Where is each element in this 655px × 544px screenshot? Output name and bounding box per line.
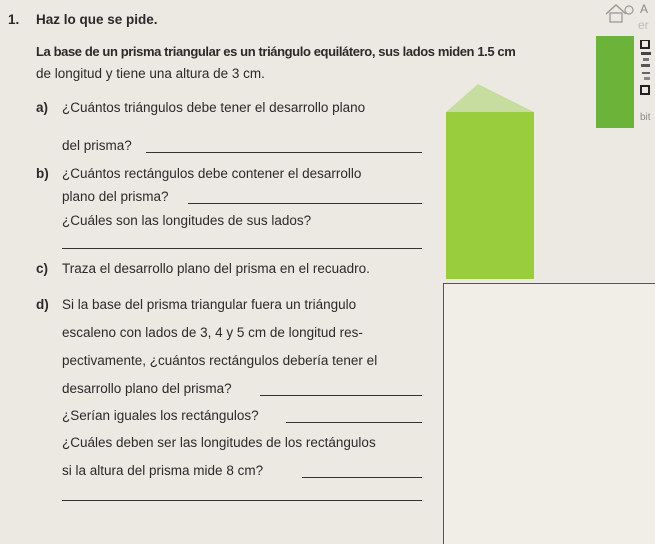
intro-line-1: La base de un prisma triangular es un triángulo equilátero, sus lados miden 1.5 cm (36, 44, 516, 59)
question-d-line5: ¿Serían iguales los rectángulos? (62, 408, 259, 423)
question-d-letter: d) (36, 297, 49, 312)
answer-line-d4[interactable] (62, 500, 422, 501)
drawing-box[interactable] (443, 283, 655, 544)
question-c-letter: c) (36, 261, 49, 276)
prism-front-face (446, 112, 534, 279)
question-d-line7: si la altura del prisma mide 8 cm? (62, 463, 264, 478)
exercise-number: 1. (8, 12, 20, 27)
margin-text-er: er (638, 18, 649, 32)
question-a-line2: del prisma? (62, 138, 132, 153)
answer-line-d2[interactable] (286, 422, 422, 423)
margin-text-top: A (640, 2, 649, 16)
question-c-line1: Traza el desarrollo plano del prisma en el recuadro. (62, 261, 370, 276)
question-b-letter: b) (36, 166, 49, 181)
question-a-letter: a) (36, 100, 49, 115)
exercise-title: Haz lo que se pide. (36, 12, 158, 27)
question-b-line3: ¿Cuáles son las longitudes de sus lados? (62, 213, 312, 228)
triangular-prism-illustration (440, 82, 540, 282)
question-d-line1: Si la base del prisma triangular fuera un triángulo (62, 297, 357, 312)
intro-line-2: de longitud y tiene una altura de 3 cm. (36, 66, 265, 81)
question-d-line6: ¿Cuáles deben ser las longitudes de los rectángulos (62, 435, 376, 450)
answer-line-b1[interactable] (188, 203, 422, 204)
question-b-line1: ¿Cuántos rectángulos debe contener el desarrollo (62, 166, 362, 181)
answer-line-a[interactable] (146, 152, 422, 153)
question-d-line2: escaleno con lados de 3, 4 y 5 cm de longitud res- (62, 325, 363, 340)
answer-line-b2[interactable] (62, 248, 422, 249)
answer-line-d3[interactable] (302, 477, 422, 478)
question-d-line3: pectivamente, ¿cuántos rectángulos debería tener el (62, 353, 378, 368)
question-a-line1: ¿Cuántos triángulos debe tener el desarrollo plano (62, 100, 366, 115)
prism-top-face (446, 84, 534, 112)
green-side-panel (596, 36, 634, 128)
margin-text-bit: bit (640, 112, 651, 123)
qr-code-icon (640, 40, 654, 106)
house-icon (604, 2, 634, 24)
question-d-line4: desarrollo plano del prisma? (62, 381, 232, 396)
question-b-line2: plano del prisma? (62, 189, 169, 204)
answer-line-d1[interactable] (260, 395, 422, 396)
